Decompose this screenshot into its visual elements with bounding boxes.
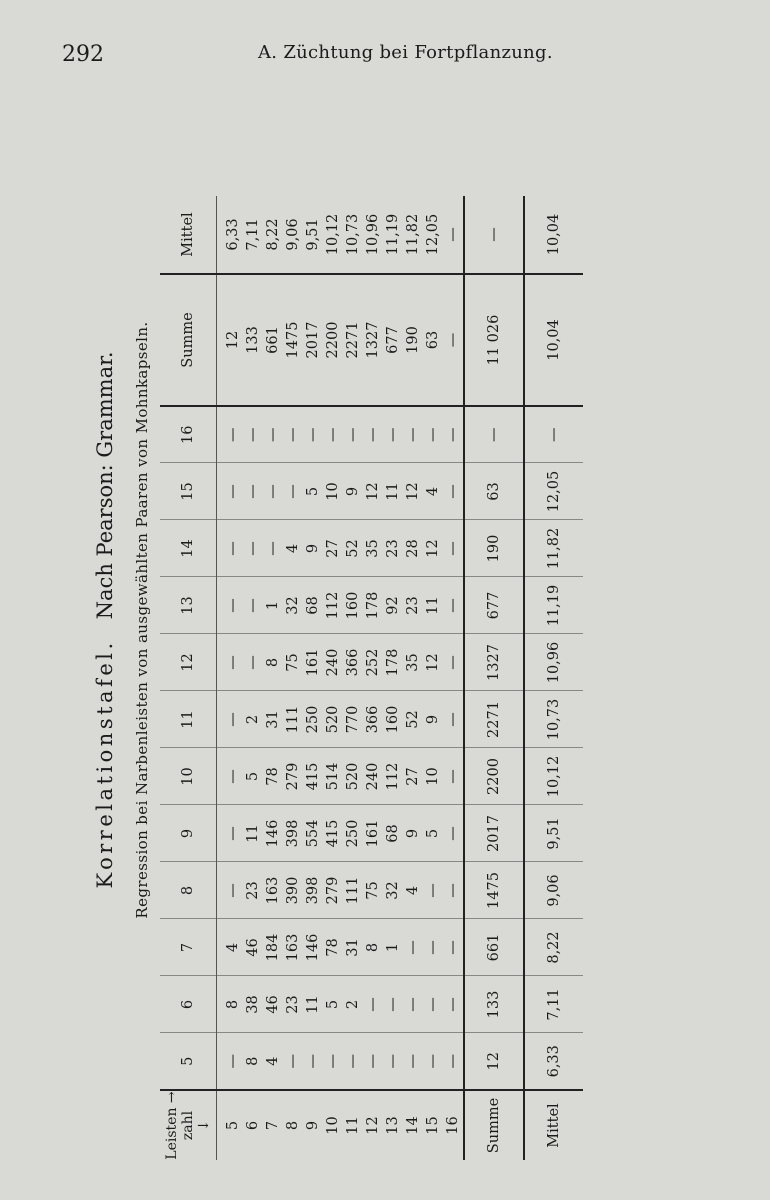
table-cell: 78 [263, 748, 283, 805]
mittel-total: 10,04 [524, 196, 583, 274]
table-cell: — [243, 463, 263, 520]
table-cell: — [403, 919, 423, 976]
table-cell: 12 [403, 463, 423, 520]
row-mittel: 8,22 [263, 196, 283, 274]
table-cell: 178 [383, 634, 403, 691]
rotated-table-block [90, 80, 730, 1160]
table-row [303, 196, 323, 1160]
table-cell: 161 [303, 634, 323, 691]
row-mittel: 10,12 [323, 196, 343, 274]
table-cell: — [423, 862, 443, 919]
table-cell: 163 [283, 919, 303, 976]
table-cell: 46 [243, 919, 263, 976]
table-cell: 398 [283, 805, 303, 862]
row-mittel: 7,11 [243, 196, 263, 274]
table-cell: 11 [303, 976, 323, 1033]
table-cell: 1 [263, 577, 283, 634]
table-cell: — [363, 1033, 383, 1090]
table-cell: — [443, 577, 464, 634]
row-summe: 661 [263, 274, 283, 406]
table-cell: 52 [343, 520, 363, 577]
table-cell: — [225, 427, 241, 442]
row-mittel: 10,73 [343, 196, 363, 274]
table-cell: 250 [303, 691, 323, 748]
table-cell: 5 [243, 748, 263, 805]
table-cell: 5 [303, 463, 323, 520]
row-mittel: 6,33 [217, 196, 244, 274]
table-row [243, 196, 263, 1160]
summe-cell: — [464, 406, 524, 463]
table-cell: 27 [323, 520, 343, 577]
column-header: 7 [160, 919, 217, 976]
table-cell: 12 [363, 463, 383, 520]
table-cell: — [263, 520, 283, 577]
table-cell: — [443, 919, 464, 976]
table-cell: 75 [363, 862, 383, 919]
row-label: 10 [323, 1090, 343, 1160]
table-cell: 78 [323, 919, 343, 976]
table-cell: 9 [403, 805, 423, 862]
table-cell: 4 [217, 919, 244, 976]
mittel-cell: 6,33 [524, 1033, 583, 1090]
table-row [217, 196, 244, 1160]
row-summe: 1475 [283, 274, 303, 406]
table-cell: — [443, 1033, 464, 1090]
table-cell: 9 [343, 463, 363, 520]
summe-header: Summe [160, 274, 217, 406]
row-label: 9 [303, 1090, 323, 1160]
table-cell: 28 [403, 520, 423, 577]
summe-cell: 190 [464, 520, 524, 577]
summe-total: 11 026 [464, 274, 524, 406]
summe-row-label: Summe [464, 1090, 524, 1160]
table-cell: — [445, 427, 461, 442]
row-mittel: 11,82 [403, 196, 423, 274]
table-cell: — [243, 577, 263, 634]
table-cell: 8 [363, 919, 383, 976]
table-title-spaced: Korrelationstafel. [93, 639, 117, 889]
mittel-row-label: Mittel [524, 1090, 583, 1160]
row-mittel: 10,96 [363, 196, 383, 274]
row-mittel: 9,06 [283, 196, 303, 274]
table-title-rest: Nach Pearson: Grammar. [93, 351, 117, 620]
table-cell: — [217, 862, 244, 919]
row-label: 13 [383, 1090, 403, 1160]
row-label: 7 [263, 1090, 283, 1160]
mittel-cell: — [524, 406, 583, 463]
mittel-cell: 12,05 [524, 463, 583, 520]
mittel-cell: 11,82 [524, 520, 583, 577]
summe-cell: 661 [464, 919, 524, 976]
row-mittel: 11,19 [383, 196, 403, 274]
table-cell: 46 [263, 976, 283, 1033]
table-cell: 160 [383, 691, 403, 748]
table-row [343, 196, 363, 1160]
table-row [443, 196, 464, 1160]
table-cell: 161 [363, 805, 383, 862]
mittel-cell: 7,11 [524, 976, 583, 1033]
table-cell: 4 [403, 862, 423, 919]
table-cell: — [443, 862, 464, 919]
mittel-cell: 11,19 [524, 577, 583, 634]
table-cell: — [345, 427, 361, 442]
row-label: 6 [243, 1090, 263, 1160]
table-cell: — [383, 1033, 403, 1090]
table-cell: — [443, 748, 464, 805]
table-cell: 415 [303, 748, 323, 805]
row-summe: 1327 [363, 274, 383, 406]
header-row [160, 196, 217, 1160]
table-cell: 366 [363, 691, 383, 748]
table-cell: — [217, 463, 244, 520]
summe-cell: 63 [464, 463, 524, 520]
table-cell: — [443, 463, 464, 520]
column-header: 11 [160, 691, 217, 748]
table-cell: — [217, 1033, 244, 1090]
summe-cell: 12 [464, 1033, 524, 1090]
table-cell: 32 [283, 577, 303, 634]
row-summe: 2017 [303, 274, 323, 406]
table-cell: 11 [383, 463, 403, 520]
table-cell: 23 [283, 976, 303, 1033]
table-cell: — [365, 427, 381, 442]
summe-cell: 1327 [464, 634, 524, 691]
table-cell: 146 [303, 919, 323, 976]
summe-row [464, 196, 524, 1160]
table-cell: 770 [343, 691, 363, 748]
table-cell: — [363, 976, 383, 1033]
table-cell: — [217, 520, 244, 577]
table-cell: 32 [383, 862, 403, 919]
column-header: 15 [160, 463, 217, 520]
column-header: 16 [160, 406, 217, 463]
mittel-cell: 10,12 [524, 748, 583, 805]
table-cell: 23 [383, 520, 403, 577]
table-cell: — [383, 976, 403, 1033]
mittel-cell: 8,22 [524, 919, 583, 976]
table-cell: 520 [323, 691, 343, 748]
table-cell: 514 [323, 748, 343, 805]
table-cell: 178 [363, 577, 383, 634]
running-head: A. Züchtung bei Fortpflanzung. [258, 42, 553, 63]
table-cell: 415 [323, 805, 343, 862]
table-cell: 38 [243, 976, 263, 1033]
table-title [90, 80, 120, 1160]
table-cell: — [303, 1033, 323, 1090]
table-cell: — [323, 1033, 343, 1090]
table-cell: 12 [423, 634, 443, 691]
summe-cell: 2017 [464, 805, 524, 862]
table-cell: — [443, 691, 464, 748]
column-header: 14 [160, 520, 217, 577]
table-cell: 27 [403, 748, 423, 805]
table-cell: 111 [343, 862, 363, 919]
row-summe: 2271 [343, 274, 363, 406]
table-cell: 11 [243, 805, 263, 862]
table-cell: — [403, 1033, 423, 1090]
table-cell: — [217, 691, 244, 748]
table-cell: 252 [363, 634, 383, 691]
table-cell: — [443, 634, 464, 691]
mittel-cell: 10,73 [524, 691, 583, 748]
column-header: 10 [160, 748, 217, 805]
table-body [160, 196, 583, 1160]
table-cell: 4 [263, 1033, 283, 1090]
table-cell: 163 [263, 862, 283, 919]
table-cell: — [263, 463, 283, 520]
table-cell: 520 [343, 748, 363, 805]
table-cell: 31 [343, 919, 363, 976]
mittel-cell: 9,06 [524, 862, 583, 919]
table-cell: — [425, 427, 441, 442]
table-cell: — [305, 427, 321, 442]
table-cell: 5 [423, 805, 443, 862]
table-cell: 9 [423, 691, 443, 748]
column-header: 9 [160, 805, 217, 862]
column-header: 12 [160, 634, 217, 691]
table-row [263, 196, 283, 1160]
table-cell: 160 [343, 577, 363, 634]
table-cell: 2 [243, 691, 263, 748]
table-cell: 279 [283, 748, 303, 805]
table-cell: 10 [423, 748, 443, 805]
table-cell: 279 [323, 862, 343, 919]
row-mittel: 9,51 [303, 196, 323, 274]
table-cell: 111 [283, 691, 303, 748]
correlation-table [160, 196, 583, 1160]
table-cell: — [443, 976, 464, 1033]
summe-cell: 677 [464, 577, 524, 634]
mittel-row [524, 196, 583, 1160]
summe-cell: 2200 [464, 748, 524, 805]
table-cell: 554 [303, 805, 323, 862]
table-cell: — [217, 634, 244, 691]
mittel-summe: 10,04 [524, 274, 583, 406]
row-summe: 190 [403, 274, 423, 406]
table-cell: — [343, 1033, 363, 1090]
table-cell: 4 [283, 520, 303, 577]
table-cell: — [423, 976, 443, 1033]
row-label: 5 [217, 1090, 244, 1160]
row-label: 15 [423, 1090, 443, 1160]
table-cell: 52 [403, 691, 423, 748]
table-cell: — [265, 427, 281, 442]
table-cell: — [423, 919, 443, 976]
table-cell: — [443, 520, 464, 577]
table-cell: 11 [423, 577, 443, 634]
row-label: 11 [343, 1090, 363, 1160]
row-label: 16 [443, 1090, 464, 1160]
table-cell: 8 [263, 634, 283, 691]
table-cell: 75 [283, 634, 303, 691]
table-cell: 5 [323, 976, 343, 1033]
table-cell: 35 [363, 520, 383, 577]
table-cell: 240 [323, 634, 343, 691]
table-cell: 23 [403, 577, 423, 634]
table-cell: 4 [423, 463, 443, 520]
table-cell: 112 [323, 577, 343, 634]
row-label: 12 [363, 1090, 383, 1160]
table-row [383, 196, 403, 1160]
table-cell: — [217, 805, 244, 862]
summe-mittel: — [464, 196, 524, 274]
table-cell: 250 [343, 805, 363, 862]
row-summe: 133 [243, 274, 263, 406]
row-summe: 63 [423, 274, 443, 406]
table-cell: — [217, 748, 244, 805]
table-row [423, 196, 443, 1160]
table-cell: 31 [263, 691, 283, 748]
table-cell: — [423, 1033, 443, 1090]
table-cell: 184 [263, 919, 283, 976]
table-cell: 9 [303, 520, 323, 577]
table-cell: — [385, 427, 401, 442]
mittel-header: Mittel [160, 196, 217, 274]
table-cell: 240 [363, 748, 383, 805]
row-mittel: 12,05 [423, 196, 443, 274]
table-subtitle: Regression bei Narbenleisten von ausgewählten Paaren von Mohnkapseln. [133, 321, 151, 919]
table-cell: — [243, 520, 263, 577]
table-cell: 8 [243, 1033, 263, 1090]
table-cell: — [217, 577, 244, 634]
table-row [323, 196, 343, 1160]
table-cell: 1 [383, 919, 403, 976]
table-cell: — [405, 427, 421, 442]
table-cell: 390 [283, 862, 303, 919]
corner-line-1: Leisten → [164, 1091, 180, 1160]
table-cell: 23 [243, 862, 263, 919]
page-number: 292 [62, 42, 104, 67]
table-cell: 146 [263, 805, 283, 862]
row-summe: 2200 [323, 274, 343, 406]
table-cell: 12 [423, 520, 443, 577]
table-cell: 112 [383, 748, 403, 805]
mittel-cell: 10,96 [524, 634, 583, 691]
row-label: 8 [283, 1090, 303, 1160]
table-cell: 92 [383, 577, 403, 634]
table-cell: 35 [403, 634, 423, 691]
mittel-cell: 9,51 [524, 805, 583, 862]
table-cell: 398 [303, 862, 323, 919]
table-cell: — [283, 463, 303, 520]
summe-cell: 133 [464, 976, 524, 1033]
table-cell: 68 [303, 577, 323, 634]
column-header: 13 [160, 577, 217, 634]
row-summe: — [443, 274, 464, 406]
column-header: 5 [160, 1033, 217, 1090]
table-cell: — [243, 634, 263, 691]
table-row [363, 196, 383, 1160]
table-cell: — [245, 427, 261, 442]
table-cell: 366 [343, 634, 363, 691]
table-cell: 2 [343, 976, 363, 1033]
row-label: 14 [403, 1090, 423, 1160]
table-cell: 8 [217, 976, 244, 1033]
column-header: 8 [160, 862, 217, 919]
table-cell: — [443, 805, 464, 862]
column-header: 6 [160, 976, 217, 1033]
table-cell: — [403, 976, 423, 1033]
table-cell: — [283, 1033, 303, 1090]
corner-line-3: ↓ [196, 1119, 212, 1132]
corner-label [160, 1090, 217, 1160]
row-summe: 12 [217, 274, 244, 406]
summe-cell: 1475 [464, 862, 524, 919]
table-row [403, 196, 423, 1160]
row-summe: 677 [383, 274, 403, 406]
table-cell: 10 [323, 463, 343, 520]
corner-line-2: zahl [180, 1110, 196, 1141]
summe-cell: 2271 [464, 691, 524, 748]
table-cell: 68 [383, 805, 403, 862]
table-cell: — [325, 427, 341, 442]
row-mittel: — [443, 196, 464, 274]
table-cell: — [285, 427, 301, 442]
table-row [283, 196, 303, 1160]
